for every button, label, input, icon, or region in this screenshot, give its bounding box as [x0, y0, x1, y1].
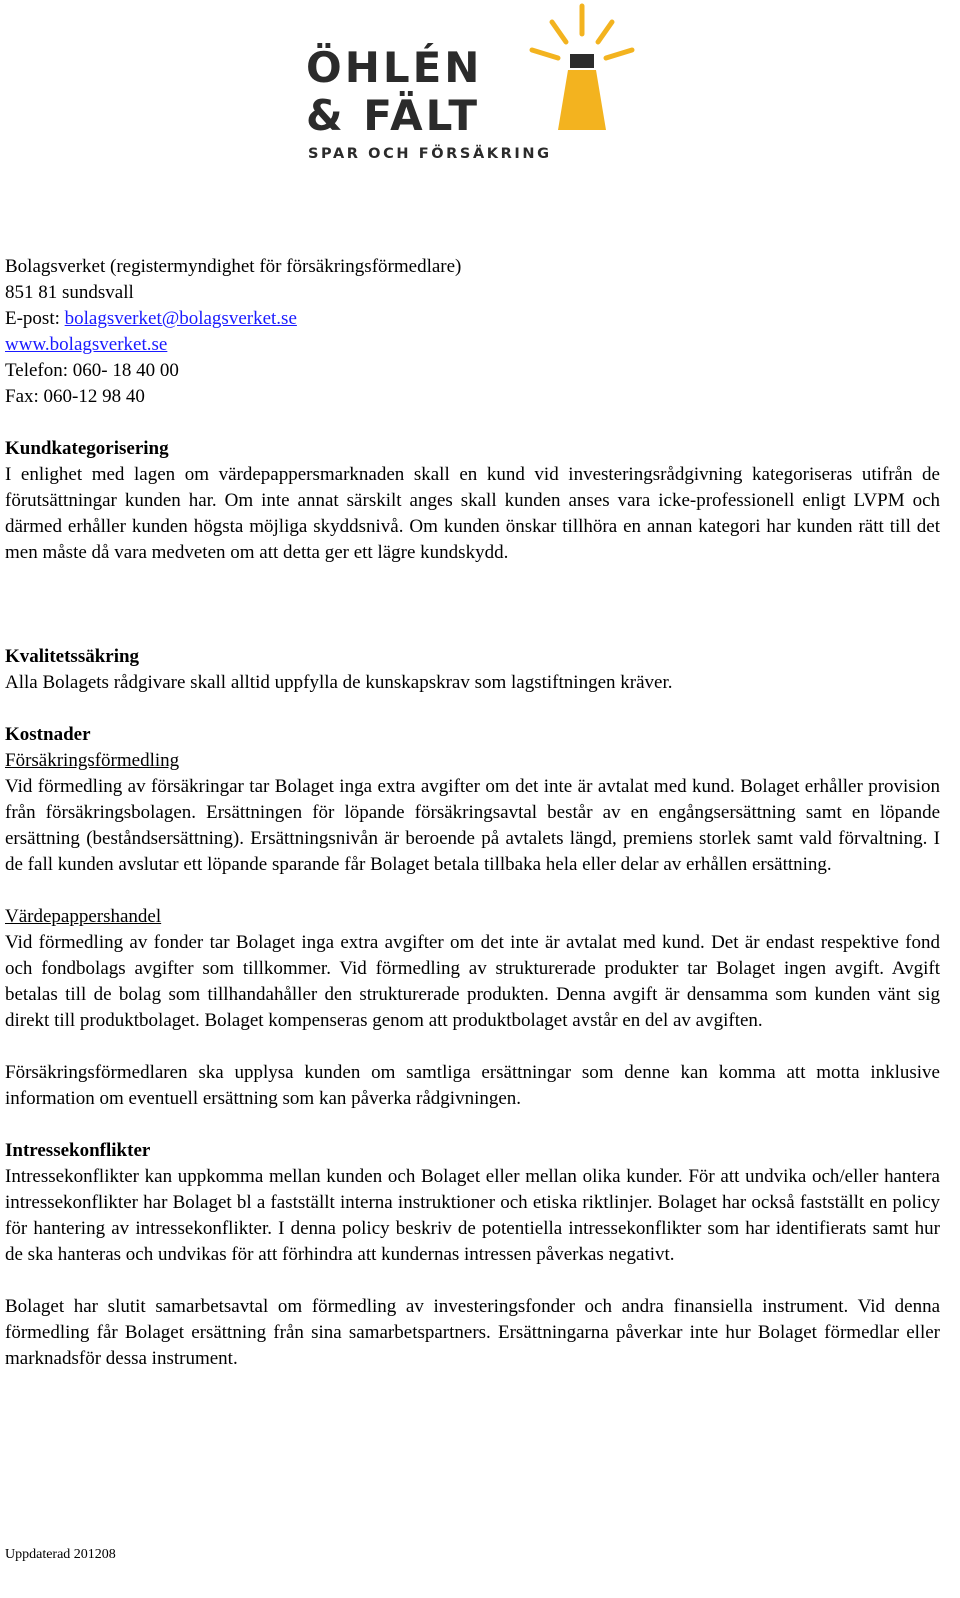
svg-text:ÖHLÉN: ÖHLÉN — [306, 43, 483, 92]
paragraph-intressekonflikter-2: Bolaget har slutit samarbetsavtal om förmedling av investeringsfonder och andra finansiella instrument. Vid denna förmedling får Bolaget ersättning från sina samarbetspartners. Ersättningarna påverkar inte hur Bolaget förmedlar eller marknadsför dessa instrument. — [5, 1296, 940, 1369]
lighthouse-icon — [558, 54, 606, 130]
svg-text:SPAR OCH FÖRSÄKRING: SPAR OCH FÖRSÄKRING — [308, 146, 552, 162]
paragraph-forsakringsformedling: Vid förmedling av försäkringar tar Bolaget inga extra avgifter om det inte är avtalat med kund. Bolaget erhåller provision från försäkringsbolagen. Ersättningen för löpande försäkringsavtal består av en engångsersättning samt en löpande ersättning (beståndsersättning). Ersättningsnivån är beroende på avtalets längd, premiens storlek samt vald förvaltning. I de fall kunden avslutar ett löpande sparande får Bolaget betala tillbaka hela eller delar av erhållen ersättning. — [5, 776, 940, 875]
subheading-forsakringsformedling: Försäkringsförmedling — [5, 750, 180, 771]
heading-kostnader: Kostnader — [5, 724, 91, 745]
paragraph-ersattningar: Försäkringsförmedlaren ska upplysa kunden om samtliga ersättningar som denne kan komma att motta inklusive information om eventuell ersättning som kan påverka rådgivningen. — [5, 1062, 940, 1109]
contact-email-line — [5, 306, 940, 332]
document-body — [5, 254, 940, 1372]
svg-text:& FÄLT: & FÄLT — [306, 91, 481, 140]
sun-rays-icon — [532, 6, 632, 58]
website-link[interactable]: www.bolagsverket.se — [5, 334, 168, 355]
contact-fax: Fax: 060-12 98 40 — [5, 386, 145, 407]
footer-updated: Uppdaterad 201208 — [5, 1547, 116, 1562]
paragraph-intressekonflikter-1: Intressekonflikter kan uppkomma mellan kunden och Bolaget eller mellan olika kunder. För att undvika och/eller hantera intressekonflikter har Bolaget bl a fastställt interna instruktioner och etiska riktlinjer. Bolaget har också fastställt en policy för hantering av intressekonflikter. I denna policy beskriv de potentiella intressekonflikter som har identifierats samt hur de ska hanteras och undvikas för att förhindra att kundernas intressen påverkas negativt. — [5, 1166, 940, 1265]
heading-kundkategorisering: Kundkategorisering — [5, 438, 169, 459]
email-label: E-post: — [5, 308, 65, 329]
heading-kvalitetssakring: Kvalitetssäkring — [5, 646, 140, 667]
contact-org: Bolagsverket (registermyndighet för försäkringsförmedlare) — [5, 256, 462, 277]
paragraph-vardepappershandel: Vid förmedling av fonder tar Bolaget inga extra avgifter om det inte är avtalat med kund. Det är endast respektive fond och fondbolags avgifter som tillkommer. Vid förmedling av strukturerade produkter tar Bolaget ingen avgift. Avgift betalas till de bolag som tillhandahåller den strukturerade produkten. Denna avgift är densamma som kunden vänt sig direkt till produktbolaget. Bolaget kompenseras genom att produktbolaget avstår en del av avgiften. — [5, 932, 940, 1031]
subheading-vardepappershandel: Värdepappershandel — [5, 906, 162, 927]
contact-postal: 851 81 sundsvall — [5, 282, 134, 303]
heading-intressekonflikter: Intressekonflikter — [5, 1140, 151, 1161]
paragraph-kundkategorisering: I enlighet med lagen om värdepappersmarknaden skall en kund vid investeringsrådgivning kategoriseras utifrån de förutsättningar kunden har. Om inte annat särskilt anges skall kunden anses vara icke-professionell enligt LVPM och därmed erhåller kunden högsta möjliga skyddsnivå. Om kunden önskar tillhöra en annan kategori har kunden rätt till det men måste då vara medveten om att detta ger ett lägre kundskydd. — [5, 464, 940, 563]
paragraph-kvalitetssakring: Alla Bolagets rådgivare skall alltid uppfylla de kunskapskrav som lagstiftningen kräver. — [5, 672, 673, 693]
company-logo — [300, 0, 650, 175]
contact-phone: Telefon: 060- 18 40 00 — [5, 360, 179, 381]
email-link[interactable]: bolagsverket@bolagsverket.se — [64, 308, 297, 329]
